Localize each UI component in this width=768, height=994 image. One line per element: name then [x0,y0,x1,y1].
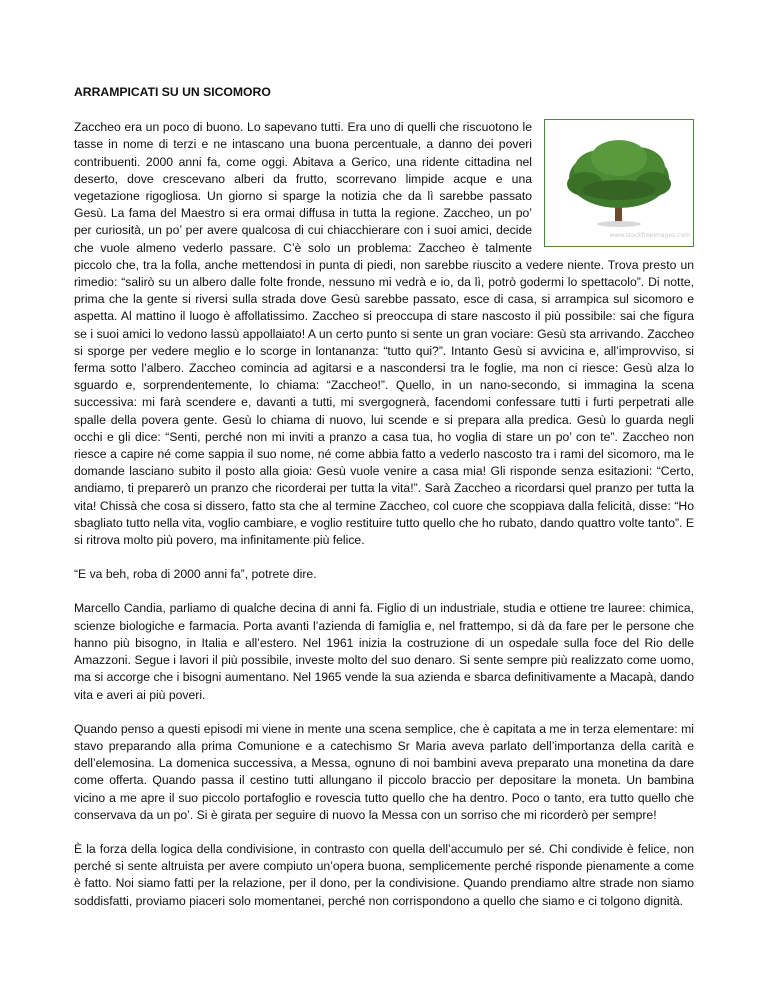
paragraph-condivisione: È la forza della logica della condivisione, in contrasto con quella dell’accumulo per sé. Chi condivide è felice, non perché si sente altruista per avere compiuto un’opera buona, semplicemente perché risponde pienamente a come è fatto. Noi siamo fatti per la relazione, per il dono, per la condivisione. Quando prendiamo altre strade non siamo soddisfatti, proviamo piaceri solo momentanei, perché non corrispondono a quello che siamo e ci tolgono dignità. [74,841,694,908]
paragraph-zaccheo: Zaccheo era un poco di buono. Lo sapevano tutti. Era uno di quelli che riscuotono le tasse in nome di terzi e ne intascano una buona percentuale, a danno dei poveri contribuenti. 2000 anni fa, come oggi. Abitava a Gerico, una ridente cittadina nel deserto, dove crescevano alberi da frutto, scorrevano limpide acque e una vegetazione rigogliosa. Un giorno si sparge la notizia che da lì sarebbe passato Gesù. La fama del Maestro si era ormai diffusa in tutta la regione. Zaccheo, un po’ per curiosità, un po’ per avere qualcosa di cui chiacchierare con i suoi amici, decide che vuole almeno vederlo passare. C’è solo un problema: Zaccheo è talmente piccolo che, tra la folla, anche mettendosi in punta di piedi, non sarebbe riuscito a vedere niente. Trova presto un rimedio: “salirò su un albero dalle folte fronde, nessuno mi vedrà e io, da lì, potrò godermi lo spettacolo”. Di notte, prima che la gente si riversi sulla strada dove Gesù sarebbe passato, esce di casa, si arrampica sul sicomoro e aspetta. Al mattino il luogo è affollatissimo. Zaccheo si preoccupa di stare nascosto il più possibile: sai che figura se i suoi amici lo vedono lassù appollaiato! A un certo punto si sente un gran vociare: Gesù sta arrivando. Zaccheo si sporge per vedere meglio e lo scorge in lontananza: “tutto qui?”. Intanto Gesù si avvicina e, all’improvviso, si ferma sotto l’albero. Zaccheo comincia ad agitarsi e a nascondersi tra le foglie, ma non ci riesce: Gesù alza lo sguardo e, sorprendentemente, lo chiama: “Zaccheo!”. Quello, in un nano-secondo, si immagina la scena successiva: mi farà scendere e, davanti a tutti, mi svergognerà, facendomi confessare tutti i furti perpetrati alle spalle della povera gente. Gesù lo chiama di nuovo, lui scende e si prepara alla predica. Gesù lo guarda negli occhi e gli dice: “Senti, perché non mi inviti a pranzo a casa tua, ho voglia di stare un po’ con te”. Zaccheo non riesce a capire né come sappia il suo nome, né come abbia fatto a vederlo nascosto tra i rami del sicomoro, ma le domande lasciano subito il posto alla gioia: Gesù vuole venire a casa mia! Gli risponde senza esitazioni: “Certo, andiamo, ti preparerò un pranzo che ricorderai per tutta la vita!”. Sarà Zaccheo a ricordarsi quel pranzo per tutta la vita! Chissà che cosa si dissero, fatto sta che al termine Zaccheo, col cuore che scoppiava dalla felicità, disse: “Ho sbagliato tutto nella vita, voglio cambiare, e voglio restituire tutto quello che ho rubato, dando quattro volte tanto”. E si ritrova molto più povero, ma infinitamente più felice. [74,120,694,548]
image-watermark: www.stockfreeimages.com [609,232,690,239]
paragraph-ricordo: Quando penso a questi episodi mi viene in mente una scena semplice, che è capitata a me in terza elementare: mi stavo preparando alla prima Comunione e a catechismo Sr Maria aveva parlato dell’importanza della carità e dell’elemosina. La domenica successiva, a Messa, ognuno di noi bambini aveva preparato una monetina da dare come offerta. Quando passa il cestino tutti allungano il piccolo braccio per depositare la moneta. Un bambina vicino a me apre il suo piccolo portafoglio e rovescia tutto quello che ha dentro. Poco o tanto, era tutto quello che conservava da un po’. Si è girata per seguire di nuovo la Messa con un sorriso che mi ricorderò per sempre! [74,721,694,822]
document-title: ARRAMPICATI SU UN SICOMORO [74,85,271,99]
paragraph-marcello-candia: Marcello Candia, parliamo di qualche decina di anni fa. Figlio di un industriale, studia e ottiene tre lauree: chimica, scienze biologiche e farmacia. Porta avanti l’azienda di famiglia e, nel frattempo, si dà da fare per le persone che hanno più bisogno, in Italia e all’estero. Nel 1961 inizia la costruzione di un ospedale sulla foce del Rio delle Amazzoni. Segue i lavori il più possibile, investe molto del suo denaro. Si sente sempre più realizzato come uomo, ma si accorge che i bisogni aumentano. Nel 1965 vende la sua azienda e sbarca definitivamente a Macapà, dando vita e averi ai più poveri. [74,601,694,702]
document-page [74,84,694,927]
paragraph-e-va-beh: “E va beh, roba di 2000 anni fa”, potrete dire. [74,567,317,582]
tree-image [544,119,694,247]
